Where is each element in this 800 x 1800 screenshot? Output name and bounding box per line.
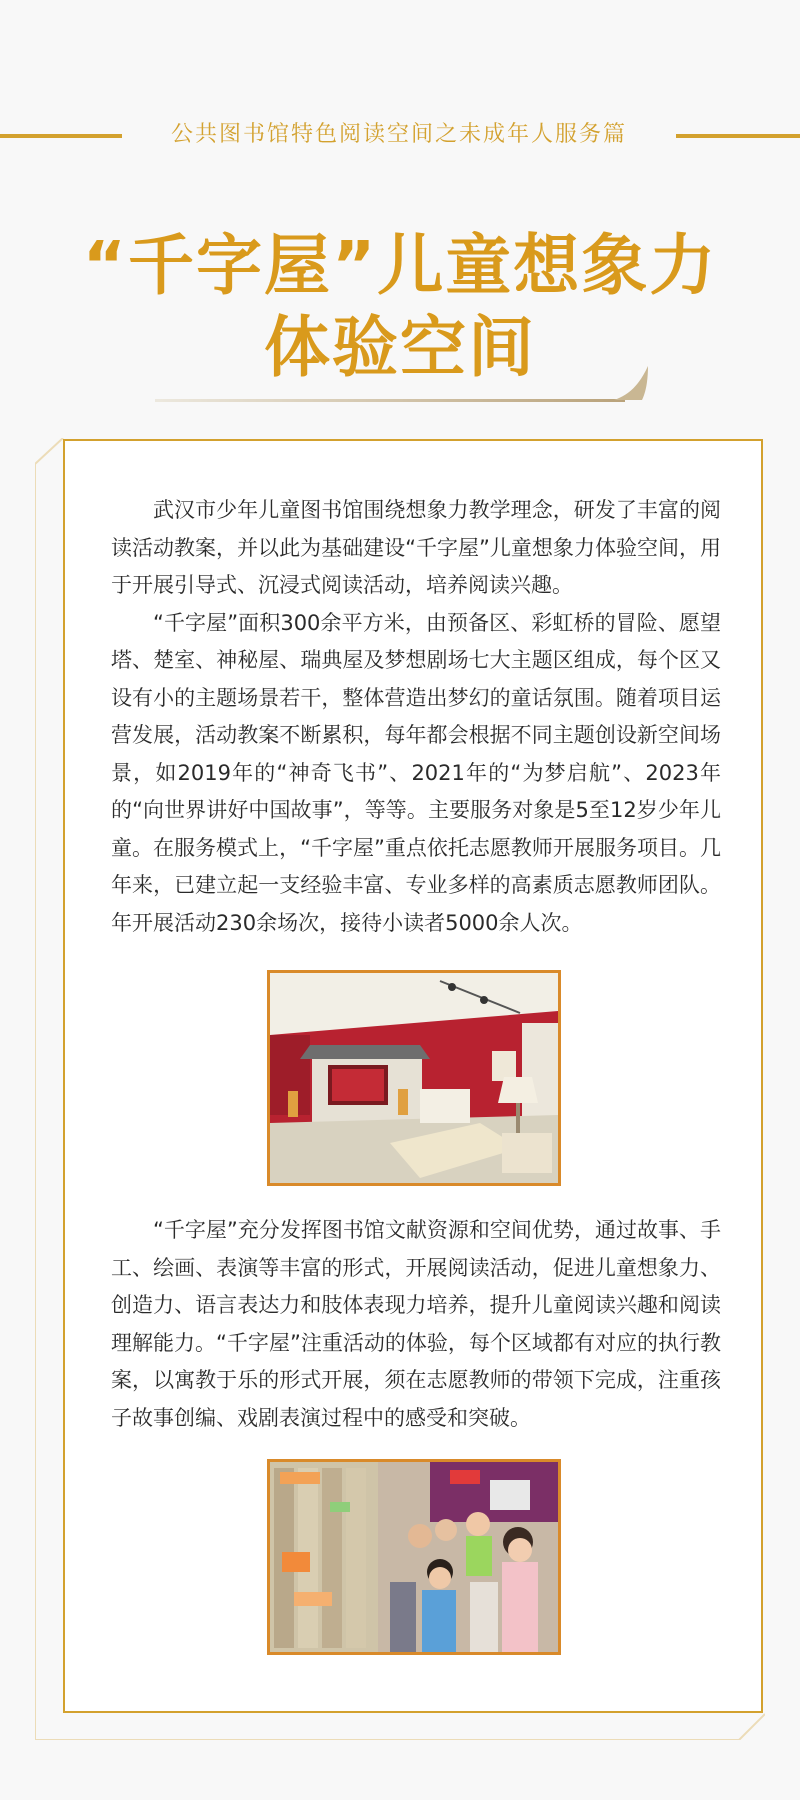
header-rule-left — [0, 134, 122, 138]
page-title-line-1: “千字屋”儿童想象力 — [82, 227, 718, 304]
photo-reading-room — [267, 970, 561, 1186]
title-flourish-ornament — [612, 362, 652, 402]
paragraph: 武汉市少年儿童图书馆围绕想象力教学理念，研发了丰富的阅读活动教案，并以此为基础建设“千字屋”儿童想象力体验空间，用于开展引导式、沉浸式阅读活动，培养阅读兴趣。 — [111, 498, 721, 597]
page-title-line-2: 体验空间 — [264, 309, 536, 386]
article-body-2 — [111, 1212, 721, 1437]
photo-children-activity — [267, 1459, 561, 1655]
section-subtitle: 公共图书馆特色阅读空间之未成年人服务篇 — [170, 122, 627, 147]
paragraph: “千字屋”充分发挥图书馆文献资源和空间优势，通过故事、手工、绘画、表演等丰富的形式，开展阅读活动，促进儿童想象力、创造力、语言表达力和肢体表现力培养，提升儿童阅读兴趣和阅读理解能力。“千字屋”注重活动的体验，每个区域都有对应的执行教案，以寓教于乐的形式开展，须在志愿教师的带领下完成，注重孩子故事创编、戏剧表演过程中的感受和突破。 — [111, 1218, 721, 1430]
title-underline — [155, 399, 625, 402]
header-rule-right — [676, 134, 800, 138]
article-body-1 — [111, 492, 721, 942]
paragraph: “千字屋”面积300余平方米，由预备区、彩虹桥的冒险、愿望塔、楚室、神秘屋、瑞典屋及梦想剧场七大主题区组成，每个区又设有小的主题场景若干，整体营造出梦幻的童话氛围。随着项目运营发展，活动教案不断累积，每年都会根据不同主题创设新空间场景，如2019年的“神奇飞书”、2021年的“为梦启航”、2023年的“向世界讲好中国故事”，等等。主要服务对象是5至12岁少年儿童。在服务模式上，“千字屋”重点依托志愿教师开展服务项目。几年来，已建立起一支经验丰富、专业多样的高素质志愿教师团队。年开展活动230余场次，接待小读者5000余人次。 — [111, 610, 721, 935]
